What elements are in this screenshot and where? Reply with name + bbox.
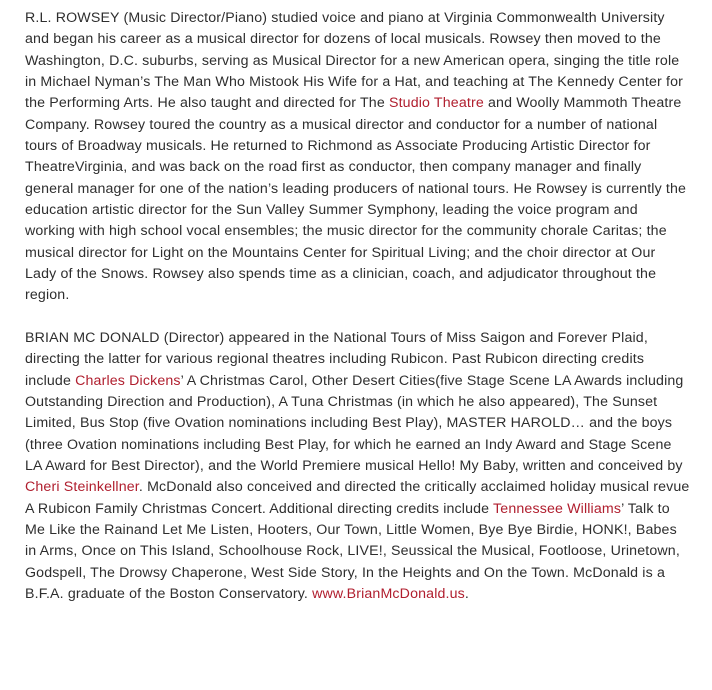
bio-rl-rowsey — [25, 8, 690, 307]
charles-dickens-link[interactable]: Charles Dickens — [75, 372, 181, 389]
brian-mcdonald-website-link[interactable]: www.BrianMcDonald.us — [312, 585, 465, 602]
bio-text: BRIAN MC DONALD (Director) appeared in the National Tours of Miss Saigon and Forever Plaid, directing the latter for various regional theatres including Rubicon. Past Rubicon directing credits include — [25, 329, 648, 389]
bio-text: ’ A Christmas Carol, Other Desert Cities(five Stage Scene LA Awards including Outstanding Direction and Production), A Tuna Christmas (in which he also appeared), The Sunset Limited, Bus Stop (five Ovation nominations including Best Play), MASTER HAROLD… and the boys (three Ovation nominations including Best Play, for which he earned an Indy Award and Stage Scene LA Award for Best Director), and the World Premiere musical Hello! My Baby, written and conceived by — [25, 372, 684, 474]
studio-theatre-link[interactable]: Studio Theatre — [388, 95, 484, 112]
bio-text: and Woolly Mammoth Theatre Company. Rowsey toured the country as a musical director and conductor for a number of national tours of Broadway musicals. He returned to Richmond as Associate Producing Artistic Director for TheatreVirginia, and was back on the road first as conductor, then company manager and finally general manager for one of the nation’s leading producers of national tours. He Rowsey is currently the education artistic director for the Sun Valley Summer Symphony, leading the voice program and working with high school vocal ensembles; the music director for the community chorale Caritas; the musical director for Light on the Mountains Center for Spiritual Living; and the choir director at Our Lady of the Snows. Rowsey also spends time as a clinician, coach, and adjudicator throughout the region. — [25, 95, 687, 304]
bio-text: R.L. ROWSEY (Music Director/Piano) studied voice and piano at Virginia Commonwealth University and began his career as a musical director for dozens of local musicals. Rowsey then moved to the Washington, D.C. suburbs, serving as Musical Director for a new American opera, singing the title role in Michael Nyman’s The Man Who Mistook His Wife for a Hat, and teaching at The Kennedy Center for the Performing Arts. He also taught and directed for The — [25, 10, 684, 112]
bio-text: . — [464, 585, 470, 602]
cheri-steinkellner-link[interactable]: Cheri Steinkellner — [25, 479, 139, 496]
tennessee-williams-link[interactable]: Tennessee Williams — [493, 500, 622, 517]
bio-brian-mc-donald — [25, 328, 690, 605]
bio-section — [25, 8, 690, 605]
bio-text: . McDonald also conceived and directed the critically acclaimed holiday musical revue A Rubicon Family Christmas Concert. Additional directing credits include — [25, 479, 690, 517]
bio-text: ’ Talk to Me Like the Rainand Let Me Listen, Hooters, Our Town, Little Women, Bye Bye Birdie, HONK!, Babes in Arms, Once on This Island, Schoolhouse Rock, LIVE!, Seussical the Musical, Footloose, Urinetown, Godspell, The Drowsy Chaperone, West Side Story, In the Heights and On the Town. McDonald is a B.F.A. graduate of the Boston Conservatory. — [25, 500, 680, 602]
